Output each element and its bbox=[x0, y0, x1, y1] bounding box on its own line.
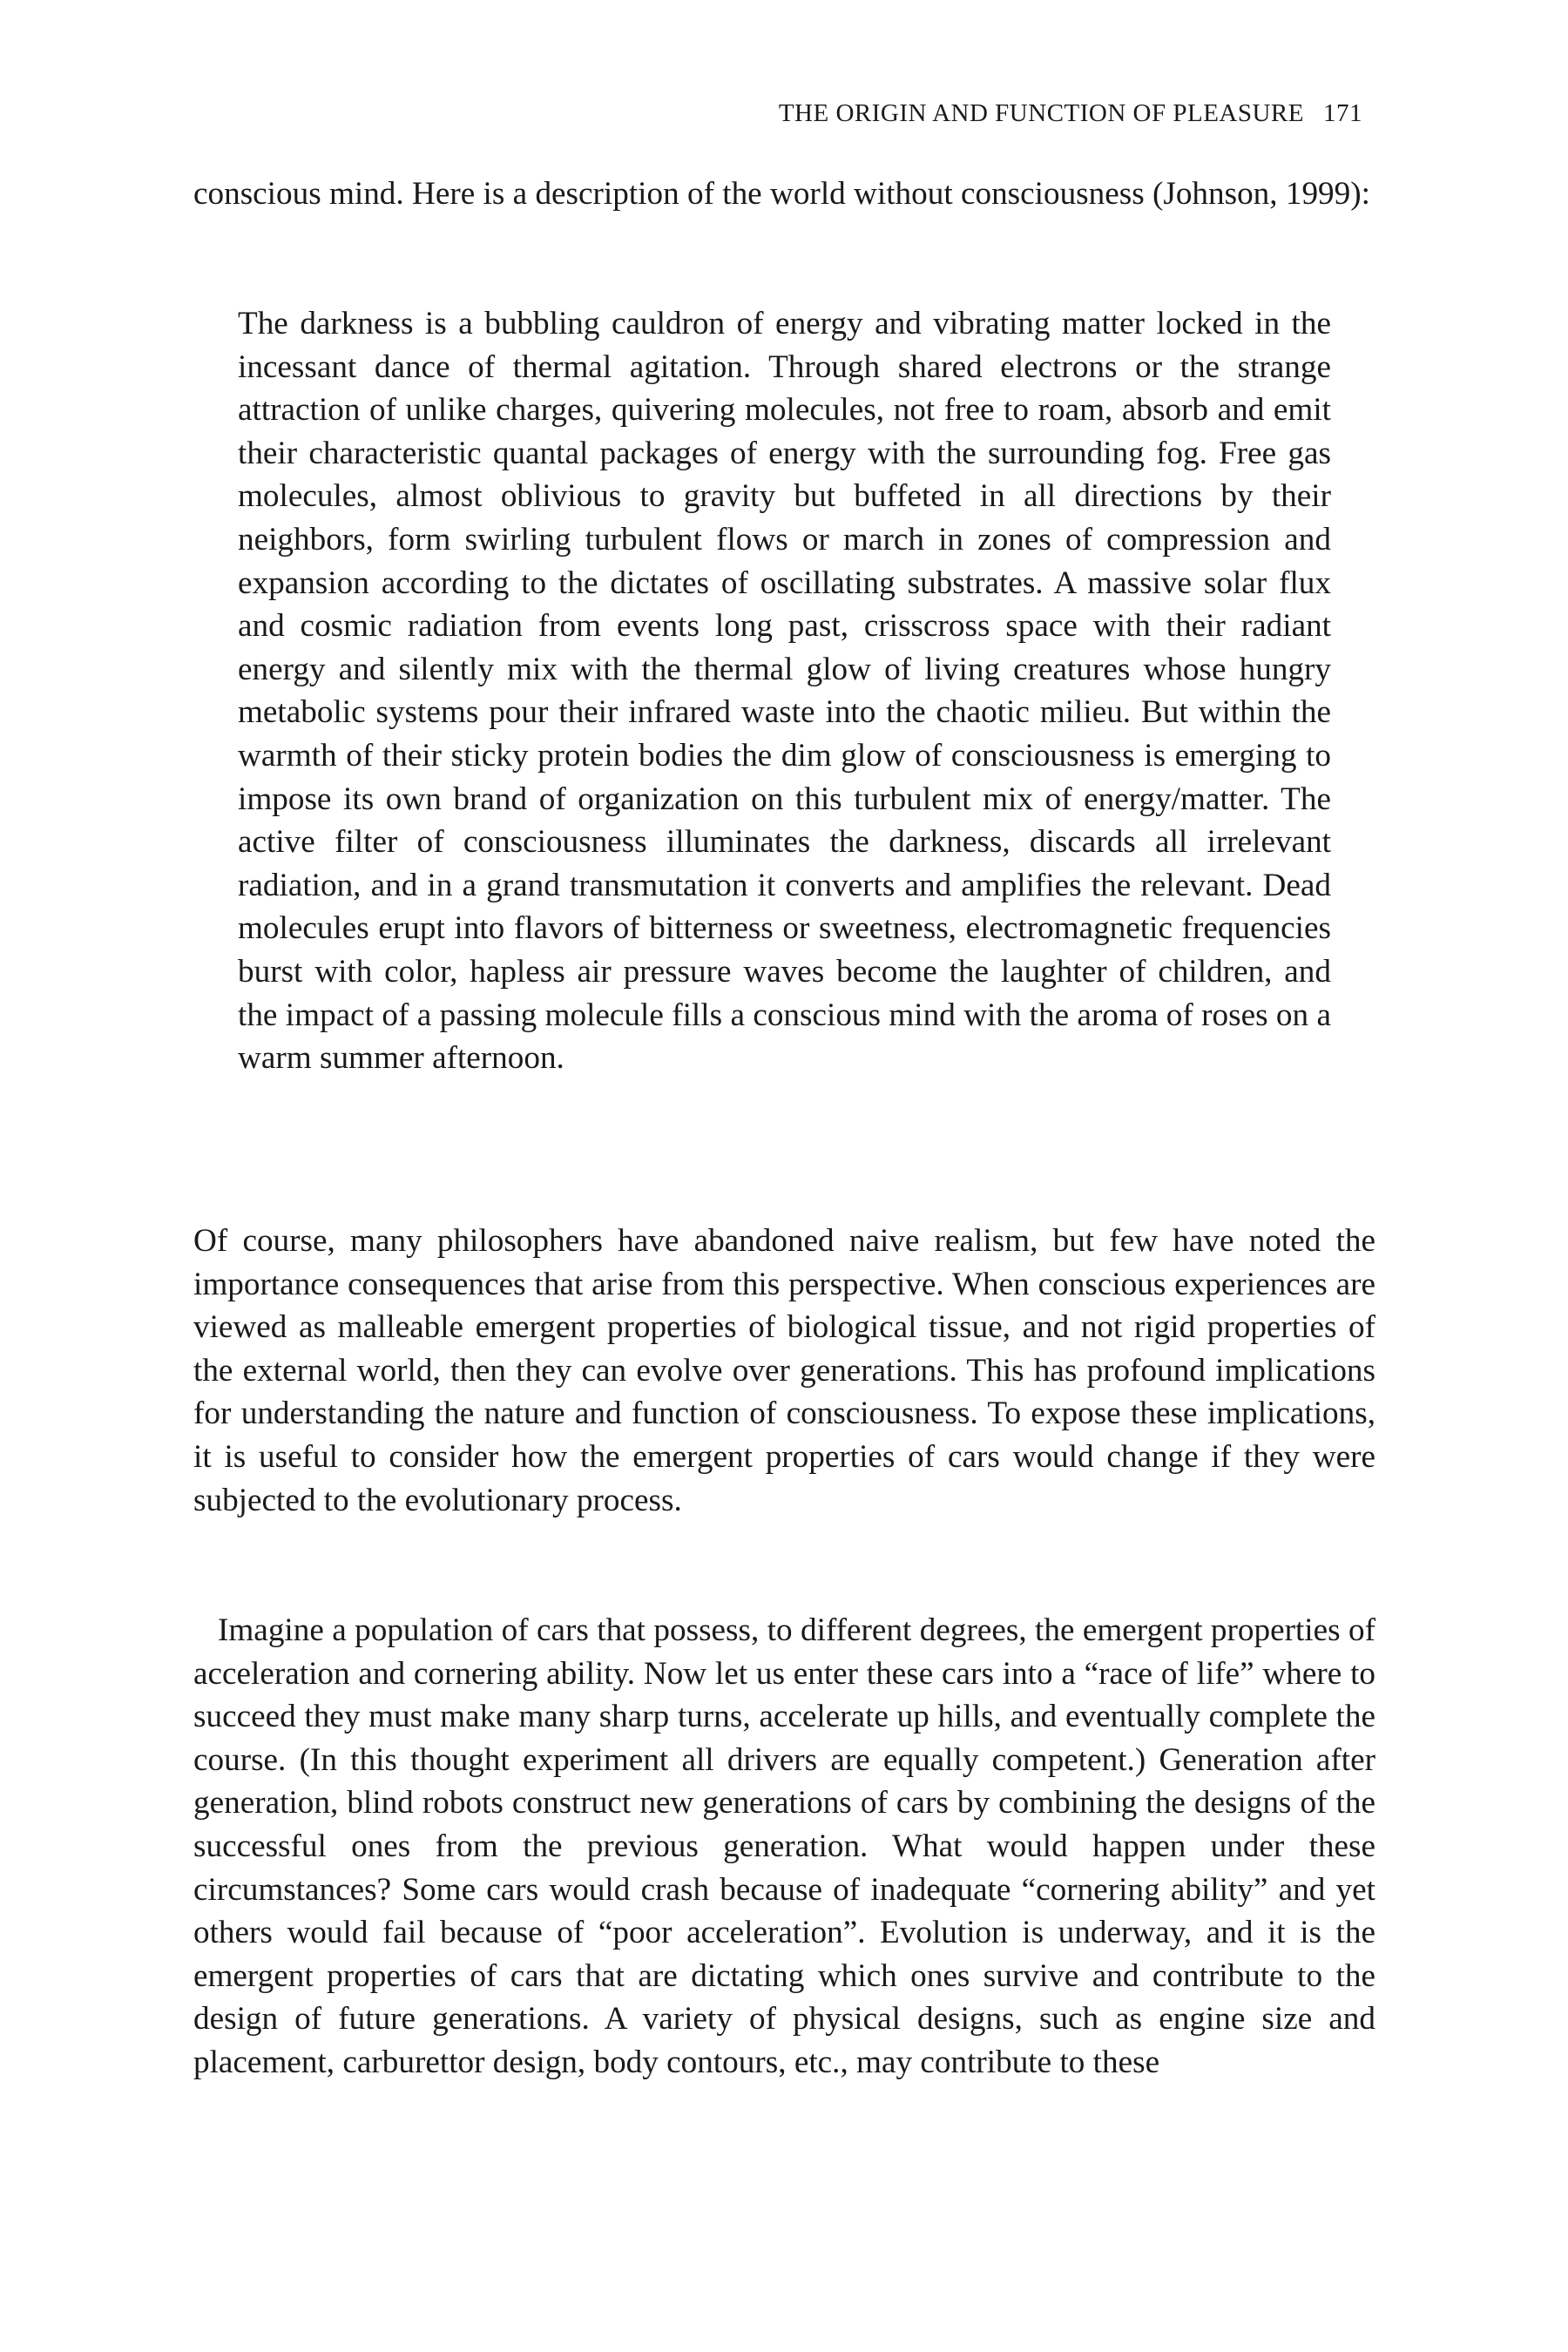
intro-paragraph: conscious mind. Here is a description of the world without consciousness (Johnson, 1999): bbox=[193, 176, 1370, 212]
body-paragraph-1: Of course, many philosophers have abandoned naive realism, but few have noted the importance consequences that arise from this perspective. When conscious experiences are viewed as malleable emergent properties of biological tissue, and not rigid properties of the external world, then they can evolve over generations. This has profound implications for understanding the nature and function of consciousness. To expose these implications, it is useful to consider how the emergent properties of cars would change if they were subjected to the evolutionary process. bbox=[193, 1223, 1375, 1518]
page-number: 171 bbox=[1323, 99, 1362, 127]
body-paragraph-2: Imagine a population of cars that possess, to different degrees, the emergent properties of acceleration and cornering ability. Now let us enter these cars into a “race of life” where to succeed they must make many sharp turns, accelerate up hills, and eventually complete the course. (In this thought experiment all drivers are equally competent.) Generation after generation, blind robots construct new generations of cars by combining the designs of the successful ones from the previous generation. What would happen under these circumstances? Some cars would crash because of inadequate “cornering ability” and yet others would fail because of “poor acceleration”. Evolution is underway, and it is the emergent properties of cars that are dictating which ones survive and contribute to the design of future generations. A variety of physical designs, such as engine size and placement, carburettor design, body contours, etc., may contribute to these bbox=[193, 1612, 1375, 2080]
running-head-title: THE ORIGIN AND FUNCTION OF PLEASURE bbox=[778, 99, 1304, 127]
running-head bbox=[779, 98, 1362, 129]
block-quote: The darkness is a bubbling cauldron of energy and vibrating matter locked in the incessant dance of thermal agitation. Through shared electrons or the strange attraction of unlike charges, quivering molecules, not free to roam, absorb and emit their characteristic quantal packages of energy with the surrounding fog. Free gas molecules, almost oblivious to gravity but buffeted in all directions by their neighbors, form swirling turbulent flows or march in zones of compression and expansion according to the dictates of oscillating substrates. A massive solar flux and cosmic radiation from events long past, crisscross space with their radiant energy and silently mix with the thermal glow of living creatures whose hungry metabolic systems pour their infrared waste into the chaotic milieu. But within the warmth of their sticky protein bodies the dim glow of consciousness is emerging to impose its own brand of organization on this turbulent mix of energy/matter. The active filter of consciousness illuminates the darkness, discards all irrelevant radiation, and in a grand transmutation it converts and amplifies the relevant. Dead molecules erupt into flavors of bitterness or sweetness, electromagnetic frequencies burst with color, hapless air pressure waves become the laughter of children, and the impact of a passing molecule fills a conscious mind with the aroma of roses on a warm summer afternoon. bbox=[238, 306, 1331, 1077]
